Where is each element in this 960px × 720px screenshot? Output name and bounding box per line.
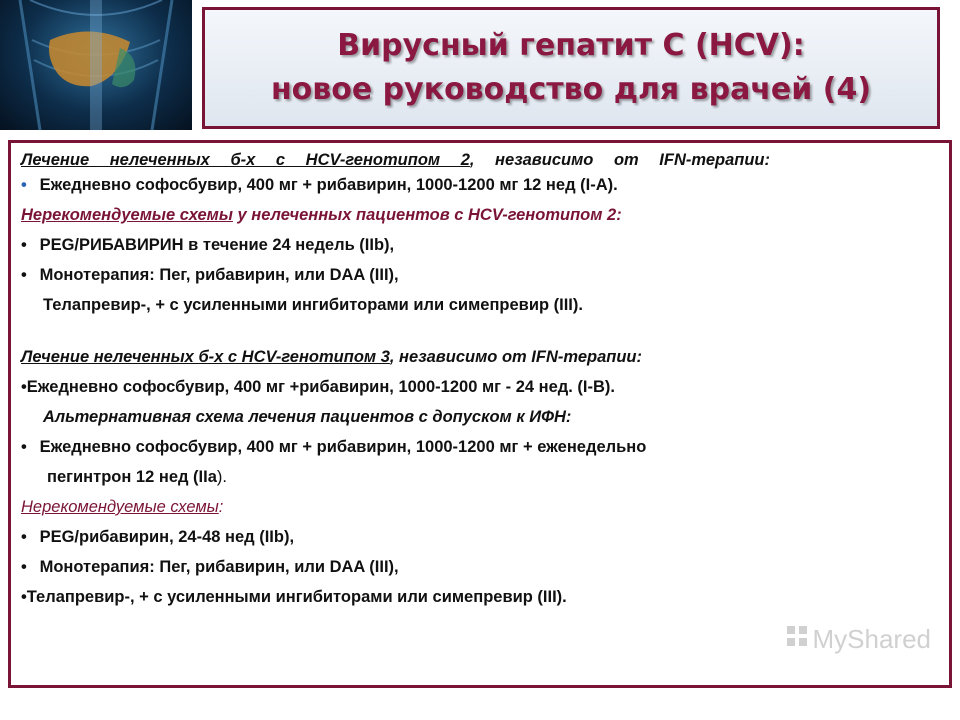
g2-item3-text: Телапревир-, + с усиленными ингибиторами или симепревир (III). bbox=[43, 296, 583, 314]
g3-alt-line2-end: ). bbox=[216, 468, 227, 486]
genotype3-heading bbox=[21, 342, 939, 372]
content-box bbox=[8, 140, 952, 688]
bullet-icon: • bbox=[21, 236, 27, 254]
genotype2-heading-underlined: Лечение нелеченных б-х с HCV-генотипом 2 bbox=[21, 151, 470, 169]
title-box bbox=[202, 7, 940, 129]
liver-anatomy-image bbox=[0, 0, 192, 130]
g3-alt-heading: Альтернативная схема лечения пациентов с допуском к ИФН: bbox=[43, 408, 572, 426]
g3-bullet1-text: Ежедневно софосбувир, 400 мг +рибавирин, 1000-1200 мг - 24 нед. (I-B). bbox=[26, 378, 615, 396]
page-title-line-1: Вирусный гепатит С (HCV): bbox=[337, 28, 805, 63]
list-item bbox=[21, 260, 939, 290]
list-item bbox=[21, 432, 939, 462]
g3-item2-text: Монотерапия: Пег, рибавирин, или DAA (III), bbox=[35, 558, 399, 576]
list-item bbox=[21, 290, 939, 320]
genotype2-heading bbox=[21, 151, 939, 170]
list-item bbox=[21, 552, 939, 582]
list-item bbox=[21, 582, 939, 612]
g2-notrec-heading bbox=[21, 200, 939, 230]
g3-notrec-underlined-a: Нерекомендуемые bbox=[21, 498, 171, 516]
g3-item3-text: Телапревир-, + с усиленными ингибиторами или симепревир (III). bbox=[26, 588, 567, 606]
list-item bbox=[21, 372, 939, 402]
g2-notrec-rest: у нелеченных пациентов с HCV-генотипом 2: bbox=[232, 206, 622, 224]
watermark-text: MyShared bbox=[812, 624, 931, 654]
bullet-icon: • bbox=[21, 558, 27, 576]
bullet-icon: • bbox=[21, 378, 27, 396]
list-item-continuation bbox=[21, 462, 939, 492]
bullet-icon: • bbox=[21, 176, 27, 194]
bullet-icon: • bbox=[21, 266, 27, 284]
page-title-line-2: новое руководство для врачей (4) bbox=[270, 72, 872, 107]
g3-notrec-heading bbox=[21, 492, 939, 522]
g2-item2-text: Монотерапия: Пег, рибавирин, или DAA (III), bbox=[35, 266, 399, 284]
bullet-icon: • bbox=[21, 438, 27, 456]
myshared-logo-icon bbox=[785, 624, 809, 655]
section-spacer bbox=[21, 320, 939, 342]
list-item bbox=[21, 230, 939, 260]
g2-item1-text: PEG/РИБАВИРИН в течение 24 недель (IIb), bbox=[35, 236, 395, 254]
bullet-icon: • bbox=[21, 528, 27, 546]
g3-notrec-underlined-b: схемы bbox=[170, 498, 219, 516]
g2-notrec-underlined: Нерекомендуемые схемы bbox=[21, 206, 233, 224]
bullet-icon: • bbox=[21, 588, 27, 606]
watermark bbox=[785, 624, 932, 655]
g3-alt-line2-text: пегинтрон 12 нед (IIa bbox=[47, 468, 217, 486]
g3-notrec-colon: : bbox=[218, 498, 224, 516]
list-item bbox=[21, 170, 939, 200]
genotype3-heading-rest: , независимо от IFN-терапии: bbox=[389, 348, 642, 366]
g3-alt-line1-text: Ежедневно софосбувир, 400 мг + рибавирин, 1000-1200 мг + еженедельно bbox=[35, 438, 647, 456]
genotype2-heading-rest: , независимо от IFN-терапии: bbox=[469, 151, 770, 169]
g3-item1-text: PEG/рибавирин, 24-48 нед (IIb), bbox=[35, 528, 295, 546]
list-item bbox=[21, 522, 939, 552]
g2-bullet1-text: Ежедневно софосбувир, 400 мг + рибавирин, 1000-1200 мг 12 нед (I-A). bbox=[35, 176, 618, 194]
genotype3-heading-underlined: Лечение нелеченных б-х с HCV-генотипом 3 bbox=[21, 348, 390, 366]
